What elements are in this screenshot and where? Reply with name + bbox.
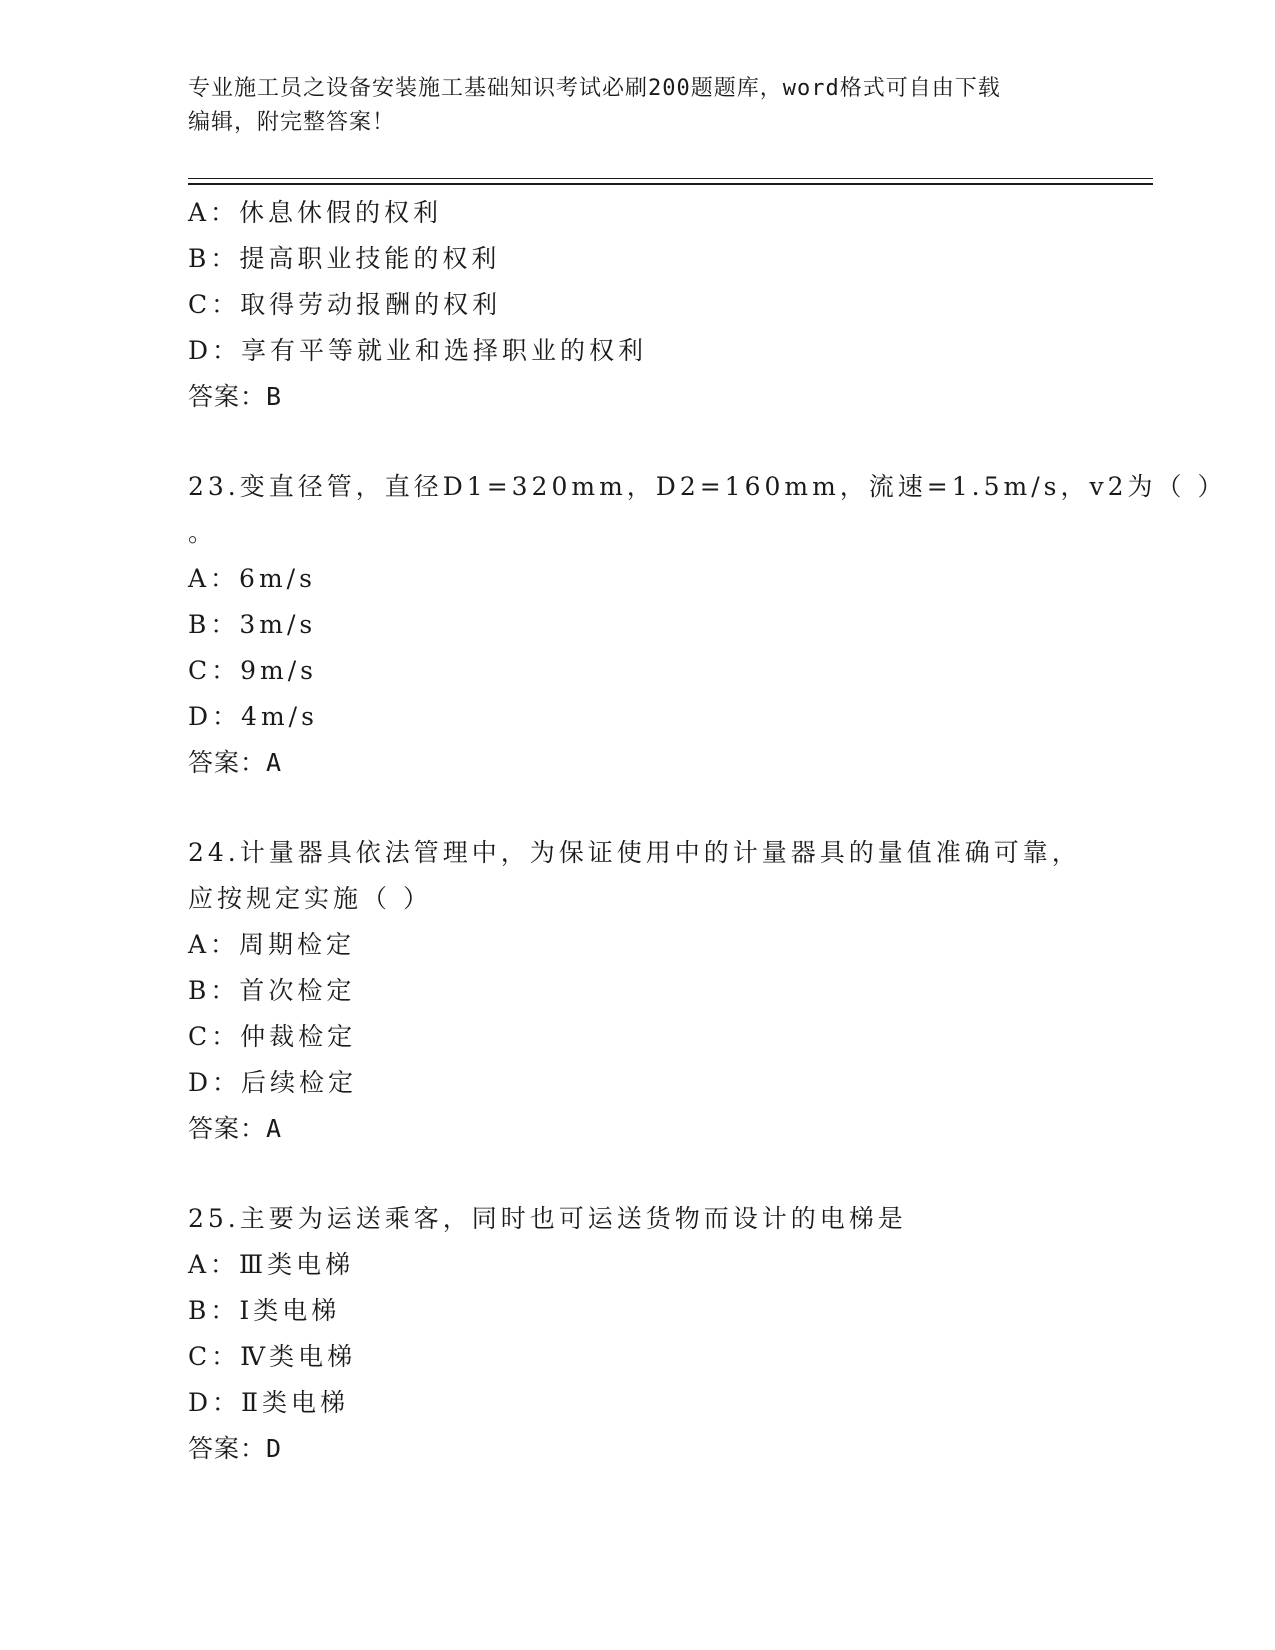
answer-line: 答案：B — [188, 382, 283, 411]
option-d: D：4m/s — [188, 702, 318, 731]
option-d: D：Ⅱ类电梯 — [188, 1388, 350, 1417]
spacer — [188, 786, 1088, 830]
question-list — [188, 190, 1227, 1472]
option-c: C：取得劳动报酬的权利 — [188, 290, 502, 319]
question-text: 23.变直径管，直径D1=320mm，D2=160mm，流速=1.5m/s，v2为（ ） — [188, 472, 1227, 501]
option-c: C：仲裁检定 — [188, 1022, 357, 1051]
header-line-2: 编辑，附完整答案！ — [188, 110, 396, 135]
option-c: C：Ⅳ类电梯 — [188, 1342, 357, 1371]
question-block-prev — [188, 190, 1088, 420]
option-b: B：Ⅰ类电梯 — [188, 1296, 341, 1325]
option-a: A：周期检定 — [188, 930, 356, 959]
question-text: 24.计量器具依法管理中，为保证使用中的计量器具的量值准确可靠， — [188, 838, 1081, 867]
option-d: D：享有平等就业和选择职业的权利 — [188, 336, 648, 365]
answer-line: 答案：A — [188, 748, 283, 777]
spacer — [188, 420, 1088, 464]
spacer — [188, 1152, 1088, 1196]
question-25 — [188, 1196, 1088, 1472]
option-b: B：3m/s — [188, 610, 317, 639]
answer-line: 答案：D — [188, 1434, 283, 1463]
header-divider-thick — [188, 183, 1153, 185]
question-23 — [188, 464, 1227, 786]
question-text: 25.主要为运送乘客，同时也可运送货物而设计的电梯是 — [188, 1204, 907, 1233]
option-c: C：9m/s — [188, 656, 317, 685]
option-d: D：后续检定 — [188, 1068, 358, 1097]
question-text-continued: 。 — [188, 518, 218, 547]
question-24 — [188, 830, 1088, 1152]
option-b: B：首次检定 — [188, 976, 356, 1005]
answer-line: 答案：A — [188, 1114, 283, 1143]
option-b: B：提高职业技能的权利 — [188, 244, 501, 273]
option-a: A：休息休假的权利 — [188, 198, 443, 227]
document-header — [188, 72, 1088, 140]
option-a: A：Ⅲ类电梯 — [188, 1250, 355, 1279]
header-line-1: 专业施工员之设备安装施工基础知识考试必刷200题题库，word格式可自由下载 — [188, 76, 1001, 101]
question-text-continued: 应按规定实施（ ） — [188, 884, 432, 913]
header-divider-thin — [188, 178, 1153, 179]
option-a: A：6m/s — [188, 564, 316, 593]
